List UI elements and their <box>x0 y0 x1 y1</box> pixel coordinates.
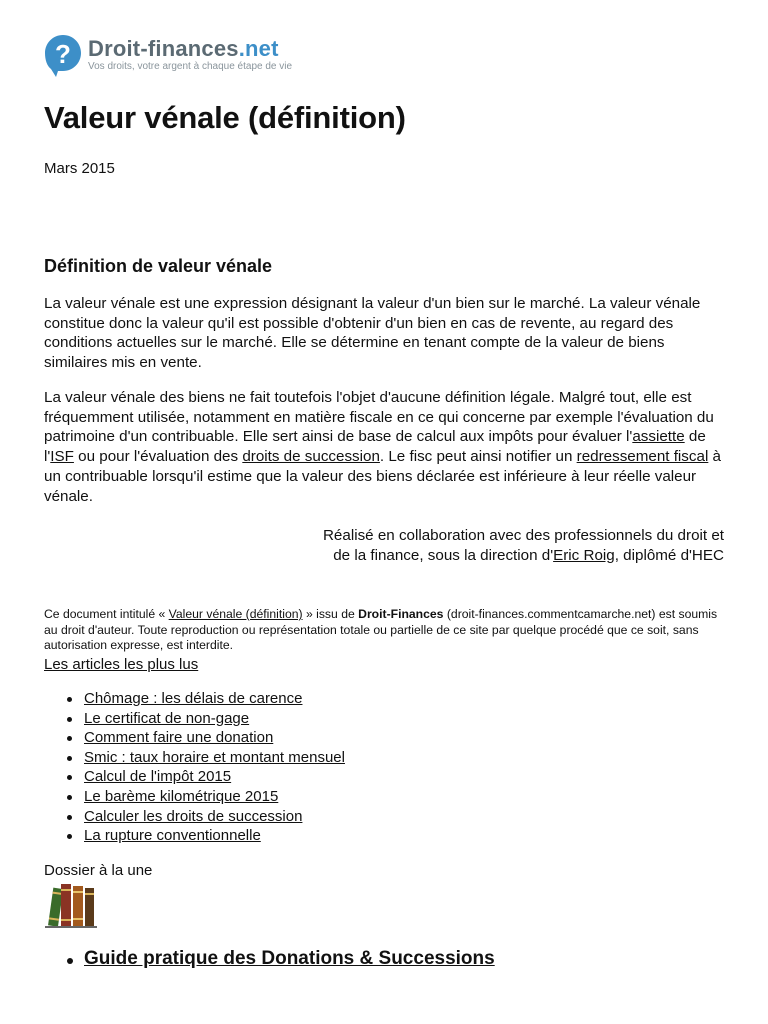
text: Réalisé en collaboration avec des professionnels du droit et de la finance, sous la direction d' <box>322 527 724 564</box>
text: Ce document intitulé « <box>44 607 169 621</box>
paragraph-2 <box>44 388 728 506</box>
popular-article-link[interactable]: Calculer les droits de succession <box>84 807 303 825</box>
link-droits-de-succession[interactable]: droits de succession <box>242 448 380 466</box>
question-bubble-icon <box>44 34 82 78</box>
popular-article-link[interactable]: Le barème kilométrique 2015 <box>84 787 279 805</box>
page-title: Valeur vénale (définition) <box>44 100 406 135</box>
featured-label: Dossier à la une <box>44 862 153 879</box>
text: . Le fisc peut ainsi notifier un <box>379 448 577 466</box>
list-item <box>84 748 345 768</box>
list-item <box>84 807 345 827</box>
author-credit <box>304 526 724 565</box>
link-isf[interactable]: ISF <box>50 448 74 466</box>
list-item <box>84 826 345 846</box>
text: , diplômé d'HEC <box>614 546 724 564</box>
text: (droit-finances.commentcamarche.net) est soumis au droit d'auteur. Toute reproduction ou représentation totale ou partielle de ce site par quelque procédé que ce soit, sans autorisation expresse, est interdite. <box>44 607 718 652</box>
list-item <box>84 709 345 729</box>
featured-guide-item <box>84 948 495 970</box>
text: ou pour l'évaluation des <box>73 448 243 466</box>
list-item <box>84 787 345 807</box>
featured-guide-link[interactable]: Guide pratique des Donations & Successions <box>84 948 495 969</box>
svg-text:?: ? <box>55 39 71 69</box>
link-assiette[interactable]: assiette <box>632 428 685 446</box>
list-item <box>84 689 345 709</box>
popular-articles-list <box>84 689 345 846</box>
text: à un contribuable lorsqu'il estime que la valeur des biens déclarée est inférieure à leur réelle valeur vénale. <box>44 448 721 505</box>
site-name-tld: .net <box>238 36 279 61</box>
site-tagline: Vos droits, votre argent à chaque étape de vie <box>88 61 293 72</box>
link-redressement-fiscal[interactable]: redressement fiscal <box>576 448 709 466</box>
copyright-notice <box>44 607 734 654</box>
text: de l' <box>44 428 706 466</box>
source-name: Droit-Finances <box>358 607 444 621</box>
popular-article-link[interactable]: Calcul de l'impôt 2015 <box>84 768 232 786</box>
popular-article-link[interactable]: Le certificat de non-gage <box>84 709 250 727</box>
list-item <box>84 767 345 787</box>
link-document[interactable]: Valeur vénale (définition) <box>168 607 303 621</box>
popular-article-link[interactable]: Chômage : les délais de carence <box>84 690 303 707</box>
popular-article-link[interactable]: La rupture conventionnelle <box>84 827 261 845</box>
site-logo[interactable] <box>44 34 344 80</box>
books-icon <box>45 882 97 928</box>
section-heading: Définition de valeur vénale <box>44 256 273 276</box>
link-author[interactable]: Eric Roig <box>553 546 615 564</box>
list-item <box>84 728 345 748</box>
popular-article-link[interactable]: Smic : taux horaire et montant mensuel <box>84 748 345 766</box>
popular-articles-heading[interactable]: Les articles les plus lus <box>44 656 199 673</box>
text: La valeur vénale des biens ne fait toutefois l'objet d'aucune définition légale. Malgré tout, elle est fréquemment utilisée, notamment en matière fiscale en ce qui concerne par exemple l'évaluation du patrimoine d'un contribuable. Elle sert ainsi de base de calcul aux impôts pour évaluer l' <box>44 389 714 446</box>
popular-article-link[interactable]: Comment faire une donation <box>84 729 274 747</box>
paragraph-1: La valeur vénale est une expression désignant la valeur d'un bien sur le marché. La valeur vénale constitue donc la valeur qu'il est possible d'obtenir d'un bien en cas de revente, au regard des conditions actuelles sur le marché. Elle se détermine en tenant compte de la valeur de biens similaires mis en vente. <box>44 295 701 372</box>
article-date: Mars 2015 <box>44 160 115 177</box>
site-name <box>88 36 279 62</box>
text: » issu de <box>302 607 359 621</box>
site-name-main: Droit-finances <box>88 36 239 61</box>
